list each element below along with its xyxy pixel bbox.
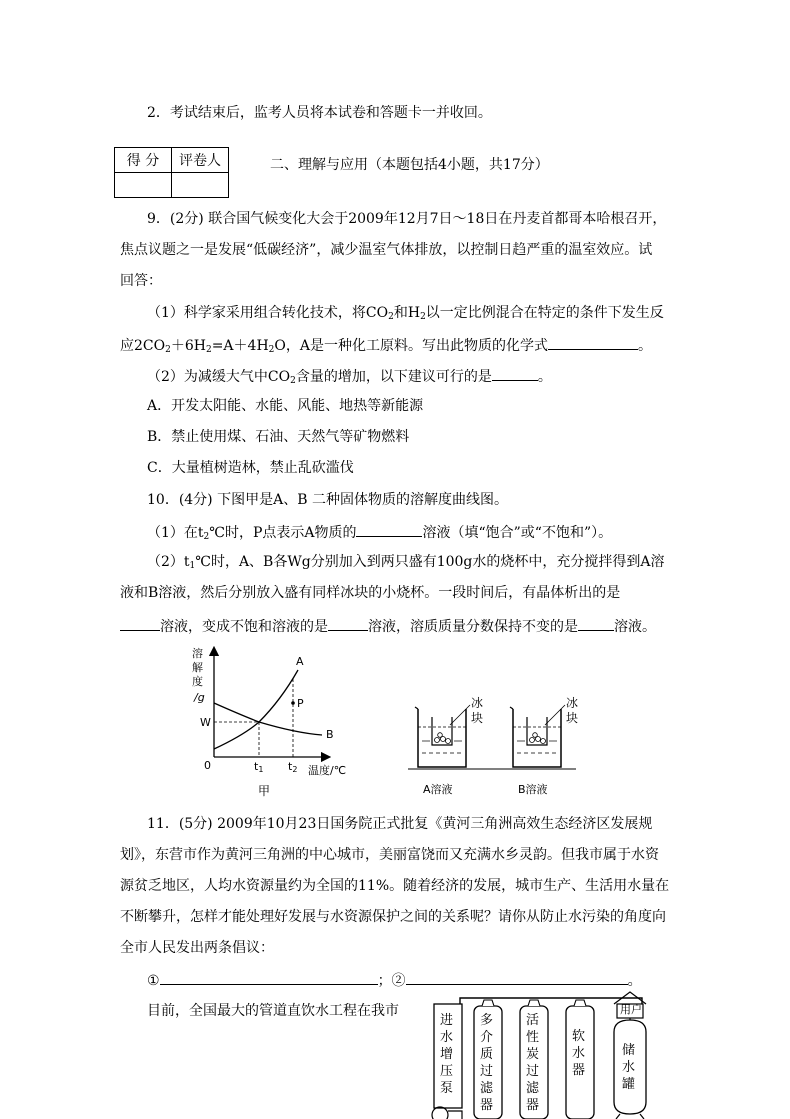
curve-b-line bbox=[214, 703, 322, 735]
q9-sub1: （1）科学家采用组合转化技术，将$CO_2$和$H_2$以一定比例混合在特定的条件下发生反 bbox=[147, 305, 664, 322]
point-p-mark bbox=[291, 701, 295, 705]
ylabel-char-2: 解 bbox=[192, 661, 203, 674]
beaker-b-ice-char-2: 块 bbox=[566, 711, 579, 725]
ylabel-char-4: /g bbox=[194, 691, 205, 704]
carbon-filter-label: 活性炭过滤器 bbox=[526, 1013, 540, 1113]
origin-label: 0 bbox=[204, 759, 211, 772]
q9-option-a: A．开发太阳能、水能、风能、地热等新能源 bbox=[147, 398, 424, 414]
q9-line3: 回答： bbox=[120, 273, 162, 289]
score-header: 得 分 bbox=[115, 148, 172, 173]
q10-sub2-line3: 溶液，变成不饱和溶液的是 溶液，溶质质量分数保持不变的是 溶液。 bbox=[120, 616, 656, 636]
beaker-b-ice-char-1: 冰 bbox=[566, 696, 579, 710]
point-p-label: P bbox=[297, 697, 304, 710]
q10-unsaturated-blank[interactable] bbox=[328, 616, 368, 631]
beaker-a bbox=[415, 705, 470, 767]
q9-equation-line: 应$2CO_2+6H_2=A+4H_2O$，A是一种化工原料。写出此物质的化学式 。 bbox=[120, 335, 652, 355]
chart-caption: 甲 bbox=[258, 784, 271, 798]
ylabel-char-3: 度 bbox=[192, 675, 203, 688]
q9-line2: 焦点议题之一是发展“低碳经济”，减少温室气体排放，以控制日趋严重的温室效应。试 bbox=[120, 242, 653, 258]
score-cell[interactable] bbox=[115, 173, 172, 198]
q9-sub2: （2）为减缓大气中$CO_2$含量的增加，以下建议可行的是 。 bbox=[147, 366, 552, 386]
t1-label: t1 bbox=[254, 760, 264, 774]
q10-constant-blank[interactable] bbox=[578, 616, 614, 631]
solubility-figure bbox=[186, 645, 606, 805]
multi-filter-label: 多介质过滤器 bbox=[480, 1013, 494, 1113]
curve-b-label: B bbox=[326, 728, 334, 741]
curve-a-line bbox=[214, 670, 298, 749]
beaker-a-label: A溶液 bbox=[423, 783, 453, 796]
q10-sub2: $(2)t_1℃$时，A、B各Wg分别加入到两只盛有100g水的烧杯中，充分搅拌得到A溶 bbox=[147, 554, 665, 571]
softener-label: 软水器 bbox=[572, 1029, 586, 1078]
q10-saturation-blank[interactable] bbox=[356, 522, 422, 537]
ylabel-char-1: 溶 bbox=[192, 647, 203, 660]
q10-line1: 10．(4分) 下图甲是A、B 二种固体物质的溶解度曲线图。 bbox=[147, 492, 508, 508]
beaker-a-ice-char-2: 块 bbox=[471, 711, 484, 725]
user-label: 用户 bbox=[620, 1003, 642, 1016]
q11-line2: 划》，东营市作为黄河三角洲的中心城市，美丽富饶而又充满水乡灵韵。但我市属于水资 bbox=[120, 847, 659, 863]
score-table bbox=[114, 147, 229, 198]
curve-a-label: A bbox=[296, 655, 304, 668]
q9-choice-blank[interactable] bbox=[492, 366, 538, 381]
x-axis-label: 温度/℃ bbox=[308, 764, 347, 777]
q10-crystal-blank[interactable] bbox=[120, 616, 160, 631]
w-tick-label: W bbox=[200, 716, 211, 729]
q9-option-c: C．大量植树造林，禁止乱砍滥伐 bbox=[147, 460, 354, 476]
pump-motor bbox=[432, 1107, 448, 1119]
q9-line1: 9．(2分) 联合国气候变化大会于2009年12月7日～18日在丹麦首都哥本哈根召开， bbox=[147, 211, 667, 227]
q11-line1: 11．(5分) 2009年10月23日国务院正式批复《黄河三角洲高效生态经济区发展规 bbox=[147, 816, 653, 832]
pump-label: 进水增压泵 bbox=[440, 1013, 454, 1096]
q11-proposal-1-blank[interactable] bbox=[160, 970, 378, 985]
q11-proposals-line: ① ；② 。 bbox=[147, 970, 642, 990]
q10-sub1: （1）在$t_2℃$时，P点表示A物质的 溶液（填“饱合”或“不饱和”）。 bbox=[147, 522, 612, 542]
beaker-b bbox=[510, 705, 565, 767]
notice-line: 2．考试结束后，监考人员将本试卷和答题卡一并收回。 bbox=[147, 105, 492, 121]
q10-sub2-line2: 液和B溶液，然后分别放入盛有同样冰块的小烧杯。一段时间后，有晶体析出的是 bbox=[120, 585, 621, 601]
grader-header: 评卷人 bbox=[172, 148, 229, 173]
beaker-a-ice-char-1: 冰 bbox=[471, 696, 484, 710]
t2-label: t2 bbox=[288, 760, 298, 774]
beaker-b-label: B溶液 bbox=[518, 783, 548, 796]
q11-proposal-2-blank[interactable] bbox=[406, 970, 628, 985]
q11-line4: 不断攀升，怎样才能处理好发展与水资源保护之间的关系呢？请你从防止水污染的角度向 bbox=[120, 909, 666, 925]
q9-option-b: B．禁止使用煤、石油、天然气等矿物燃料 bbox=[147, 429, 410, 445]
q11-line6: 目前，全国最大的管道直饮水工程在我市 bbox=[147, 1003, 399, 1019]
section-title: 二、理解与应用（本题包括4小题，共17分） bbox=[270, 157, 549, 173]
grader-cell[interactable] bbox=[172, 173, 229, 198]
tank-label: 储水罐 bbox=[622, 1043, 636, 1092]
q9-formula-blank[interactable] bbox=[548, 335, 638, 350]
q11-line5: 全市人民发出两条倡议： bbox=[120, 940, 274, 956]
water-treatment-diagram bbox=[424, 990, 660, 1119]
q11-line3: 源贫乏地区，人均水资源量约为全国的11%。随着经济的发展，城市生产、生活用水量在 bbox=[120, 878, 670, 894]
